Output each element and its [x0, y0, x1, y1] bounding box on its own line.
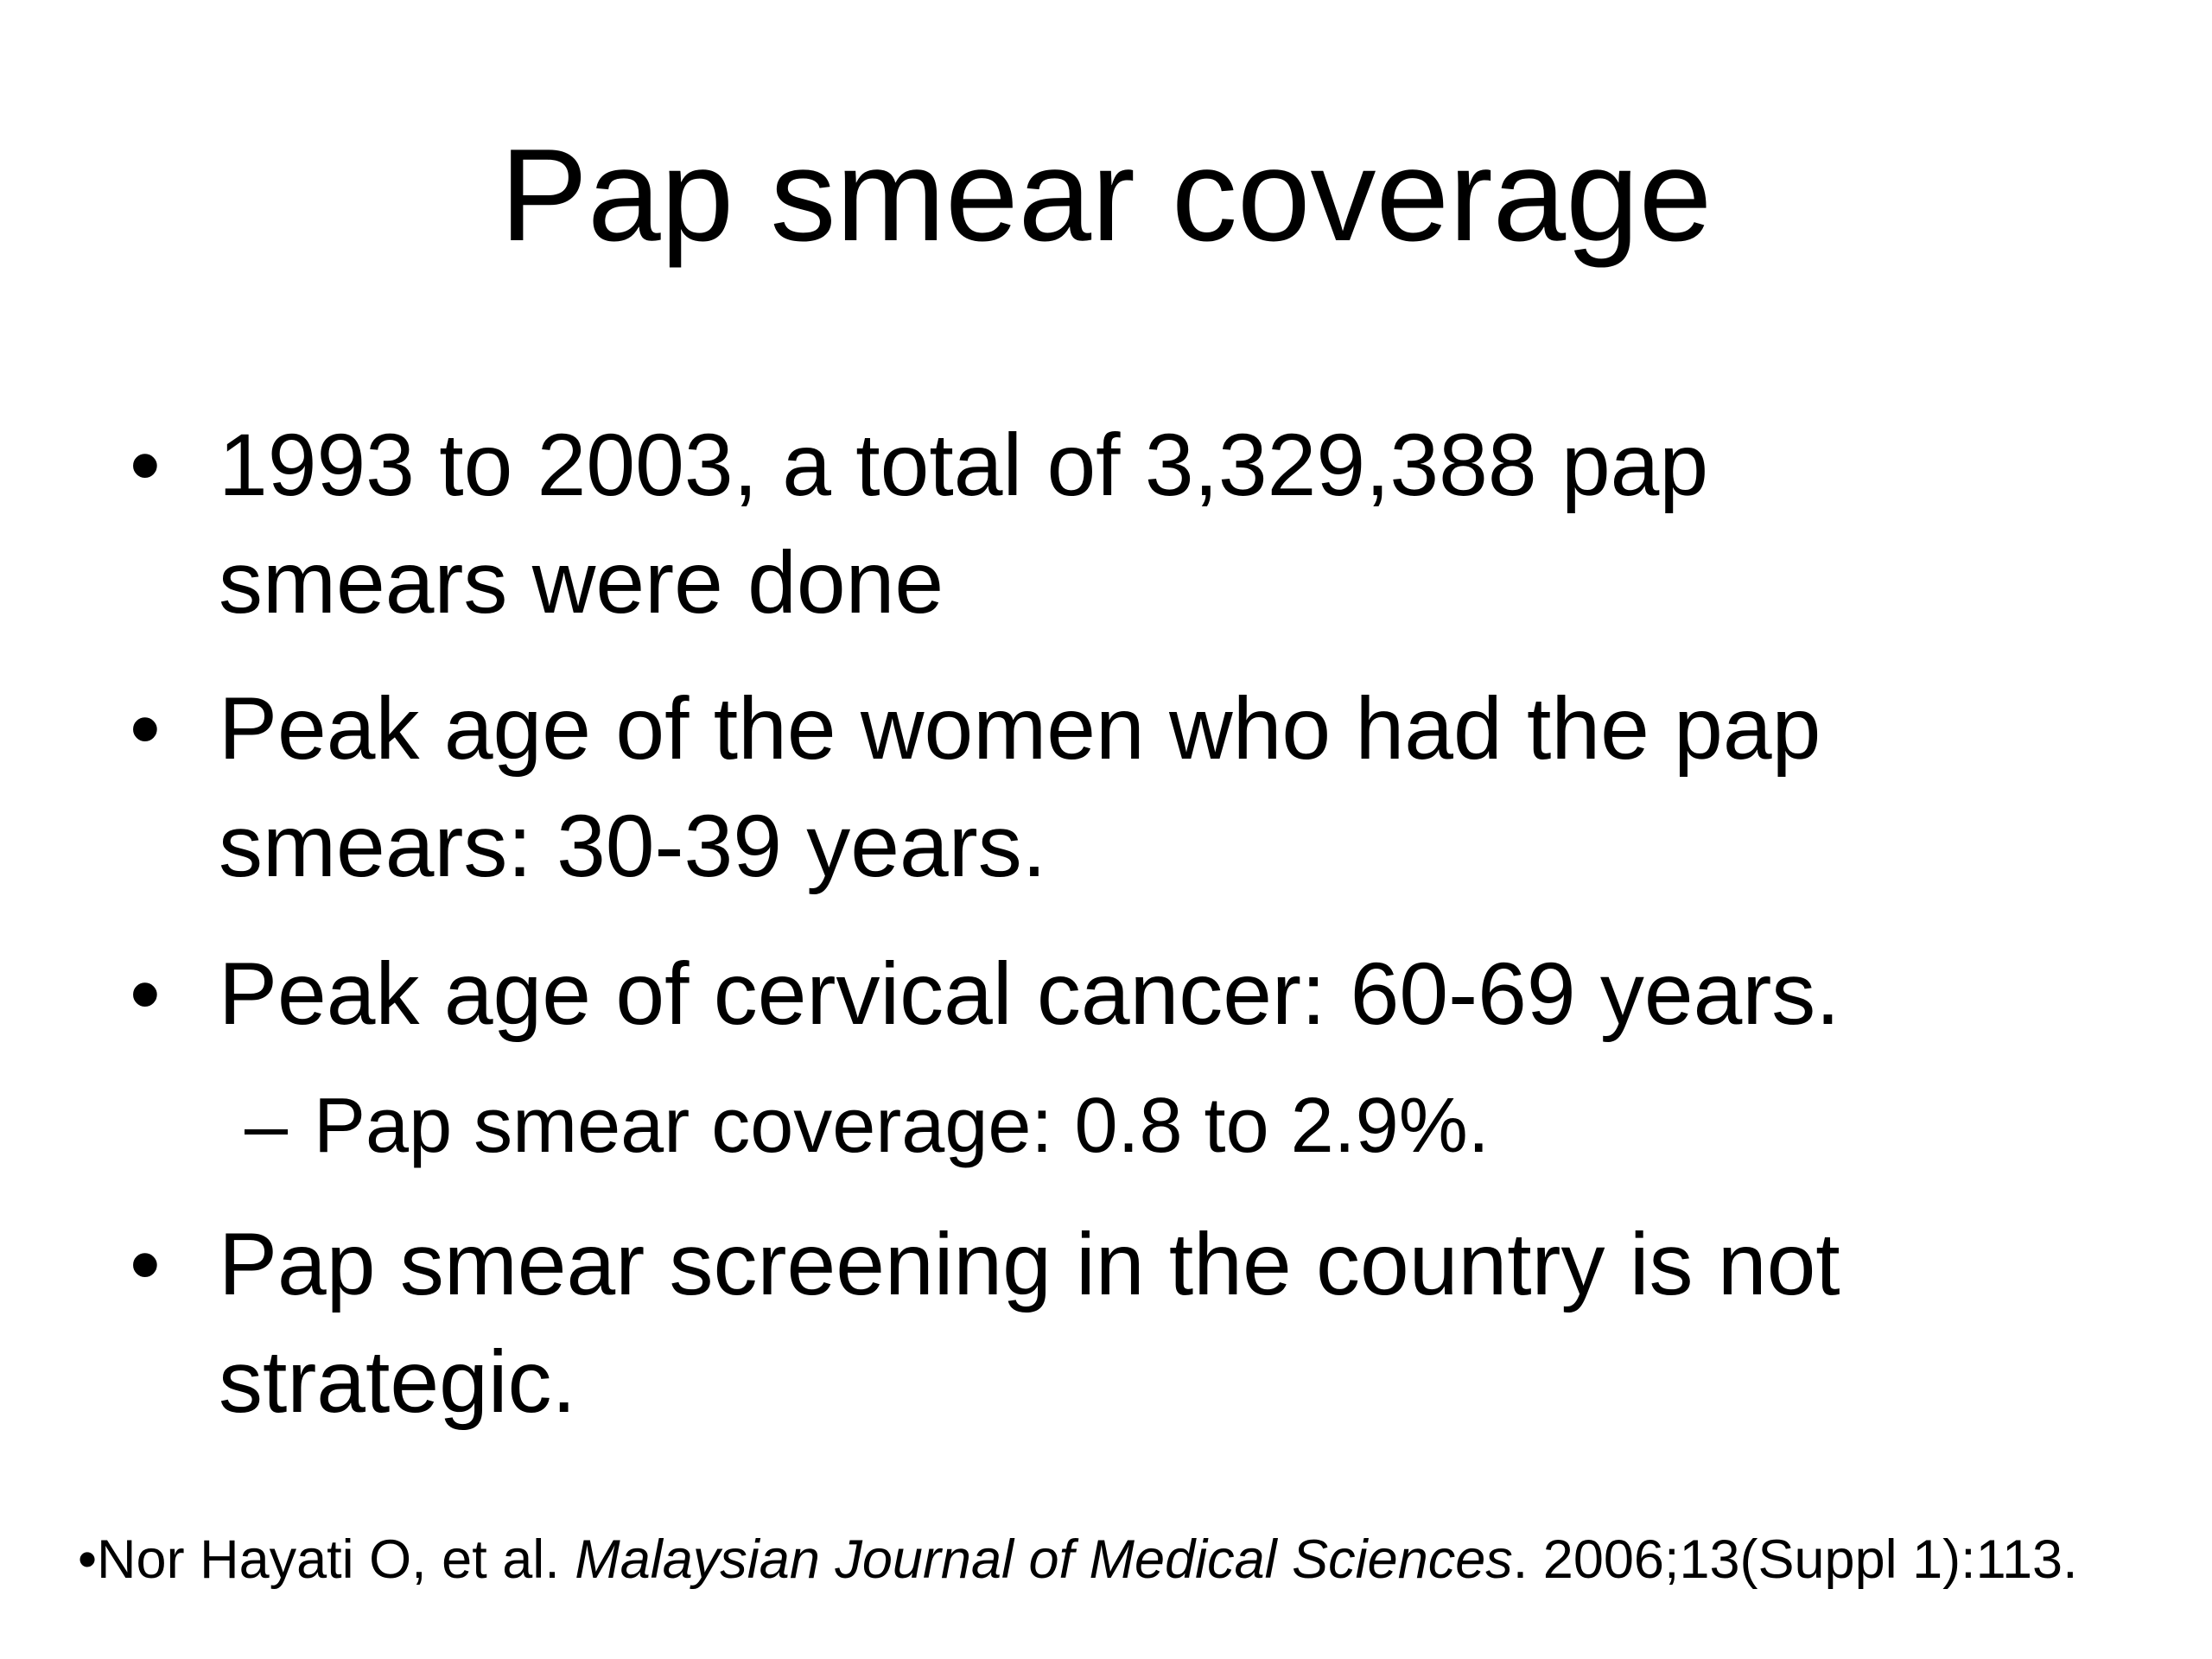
- sub-bullet-item: [245, 1078, 2145, 1173]
- bullet-text: [219, 406, 2163, 641]
- bullet-marker: •: [130, 944, 161, 1043]
- bullet-line: Peak age of the women who had the pap: [219, 679, 1821, 778]
- slide-title: Pap smear coverage: [499, 122, 1713, 269]
- citation-journal: Malaysian Journal of Medical Sciences: [575, 1529, 1513, 1590]
- bullet-text: [219, 670, 2163, 905]
- bullet-line: 1993 to 2003, a total of 3,329,388 pap: [219, 416, 1709, 514]
- sub-bullet-marker: –: [245, 1083, 289, 1169]
- bullet-text: [219, 935, 2163, 1052]
- citation: [78, 1525, 2195, 1594]
- bullet-marker: •: [130, 1215, 161, 1313]
- bullet-line: Pap smear screening in the country is not: [219, 1215, 1840, 1313]
- bullet-line: Peak age of cervical cancer: 60-69 years.: [219, 944, 1840, 1043]
- sub-bullet-text: Pap smear coverage: 0.8 to 2.9%.: [314, 1083, 1490, 1169]
- bullet-marker: •: [130, 416, 161, 514]
- citation-authors: •Nor Hayati O, et al.: [78, 1529, 575, 1590]
- citation-details: . 2006;13(Suppl 1):113.: [1512, 1529, 2078, 1590]
- bullet-line: smears were done: [219, 533, 944, 632]
- bullet-line: smears: 30-39 years.: [219, 797, 1047, 895]
- bullet-text: [219, 1205, 2163, 1440]
- bullet-marker: •: [130, 679, 161, 778]
- bullet-line: strategic.: [219, 1332, 576, 1431]
